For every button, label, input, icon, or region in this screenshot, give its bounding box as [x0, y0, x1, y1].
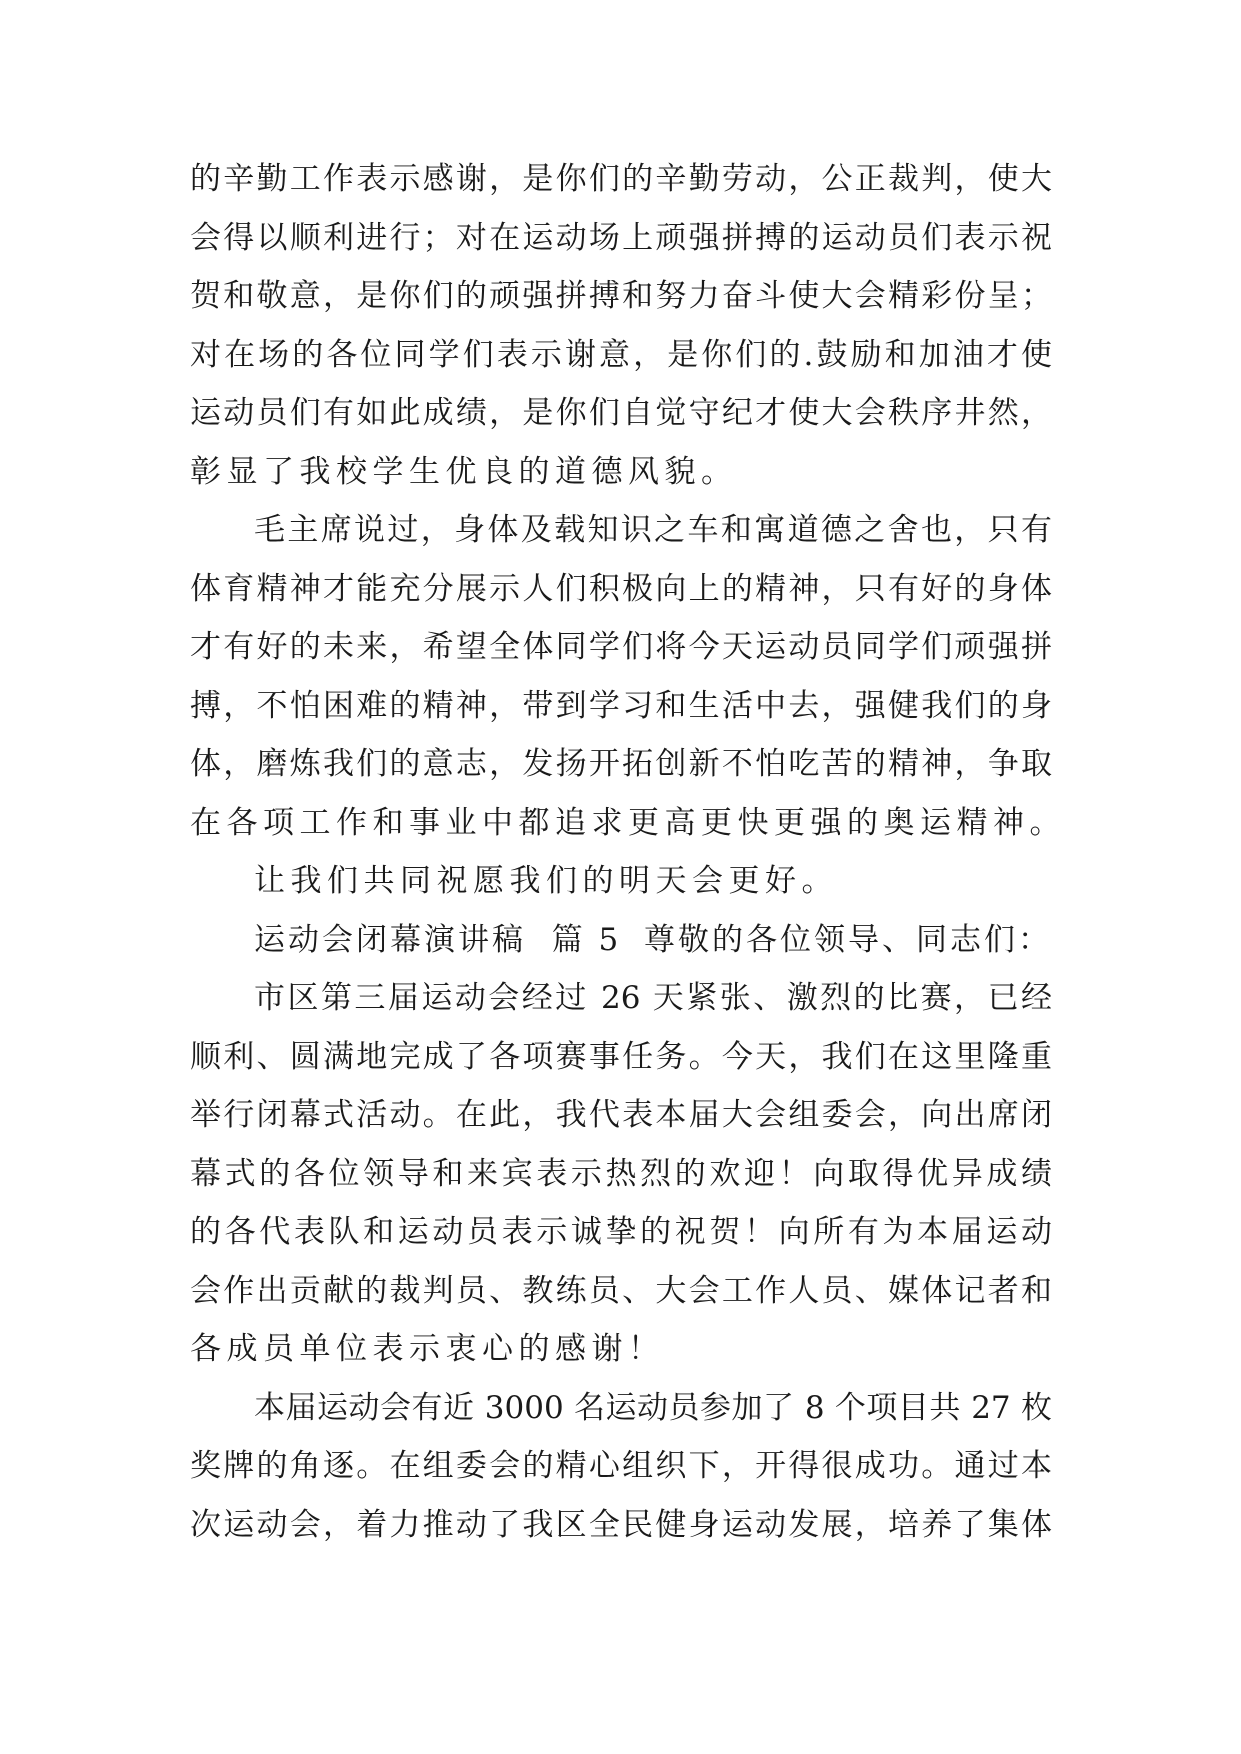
section-heading [190, 911, 1052, 970]
paragraph [190, 150, 1052, 501]
text-line: 市区第三届运动会经过 26 天紧张、激烈的比赛，已经 [254, 980, 1052, 1016]
text-line: 各成员单位表示衷心的感谢！ [190, 1331, 665, 1367]
text-line: 让我们共同祝愿我们的明天会更好。 [254, 863, 838, 899]
text-line: 顺利、圆满地完成了各项赛事任务。今天，我们在这里隆重 [190, 1038, 1052, 1075]
text-line: 才有好的未来，希望全体同学们将今天运动员同学们顽强拼 [190, 629, 1052, 665]
text-line: 毛主席说过，身体及载知识之车和寓道德之舍也，只有 [254, 512, 1052, 548]
paragraph [190, 501, 1066, 852]
text-line: 对在场的各位同学们表示谢意，是你们的.鼓励和加油才使 [190, 336, 1052, 373]
salutation: 尊敬的各位领导、同志们： [644, 921, 1052, 958]
text-line: 会作出贡献的裁判员、教练员、大会工作人员、媒体记者和 [190, 1272, 1052, 1309]
text-line: 搏，不怕困难的精神，带到学习和生活中去，强健我们的身 [190, 687, 1052, 724]
paragraph [190, 1379, 1052, 1555]
text-line: 在各项工作和事业中都追求更高更快更强的奥运精神。 [190, 804, 1066, 841]
text-line: 彰显了我校学生优良的道德风貌。 [190, 453, 738, 490]
text-line: 运动员们有如此成绩，是你们自觉守纪才使大会秩序井然， [190, 395, 1052, 431]
text-line: 举行闭幕式活动。在此，我代表本届大会组委会，向出席闭 [190, 1097, 1052, 1133]
text-line: 的各代表队和运动员表示诚挚的祝贺！向所有为本届运动 [190, 1214, 1052, 1250]
text-line: 奖牌的角逐。在组委会的精心组织下，开得很成功。通过本 [190, 1448, 1052, 1484]
text-line: 贺和敬意，是你们的顽强拼搏和努力奋斗使大会精彩份呈； [190, 278, 1052, 314]
paragraph [190, 969, 1052, 1379]
text-line: 体育精神才能充分展示人们积极向上的精神，只有好的身体 [190, 570, 1052, 607]
document-page [190, 150, 1066, 1554]
heading-title: 运动会闭幕演讲稿 篇 5 [254, 921, 622, 958]
text-line: 的辛勤工作表示感谢，是你们的辛勤劳动，公正裁判，使大 [190, 161, 1052, 197]
text-line: 体，磨炼我们的意志，发扬开拓创新不怕吃苦的精神，争取 [190, 746, 1052, 782]
text-line: 次运动会，着力推动了我区全民健身运动发展，培养了集体 [190, 1506, 1052, 1543]
text-line: 幕式的各位领导和来宾表示热烈的欢迎！向取得优异成绩 [190, 1155, 1052, 1192]
paragraph [190, 852, 1052, 911]
text-line: 本届运动会有近 3000 名运动员参加了 8 个项目共 27 枚 [254, 1389, 1052, 1426]
text-line: 会得以顺利进行；对在运动场上顽强拼搏的运动员们表示祝 [190, 219, 1052, 256]
